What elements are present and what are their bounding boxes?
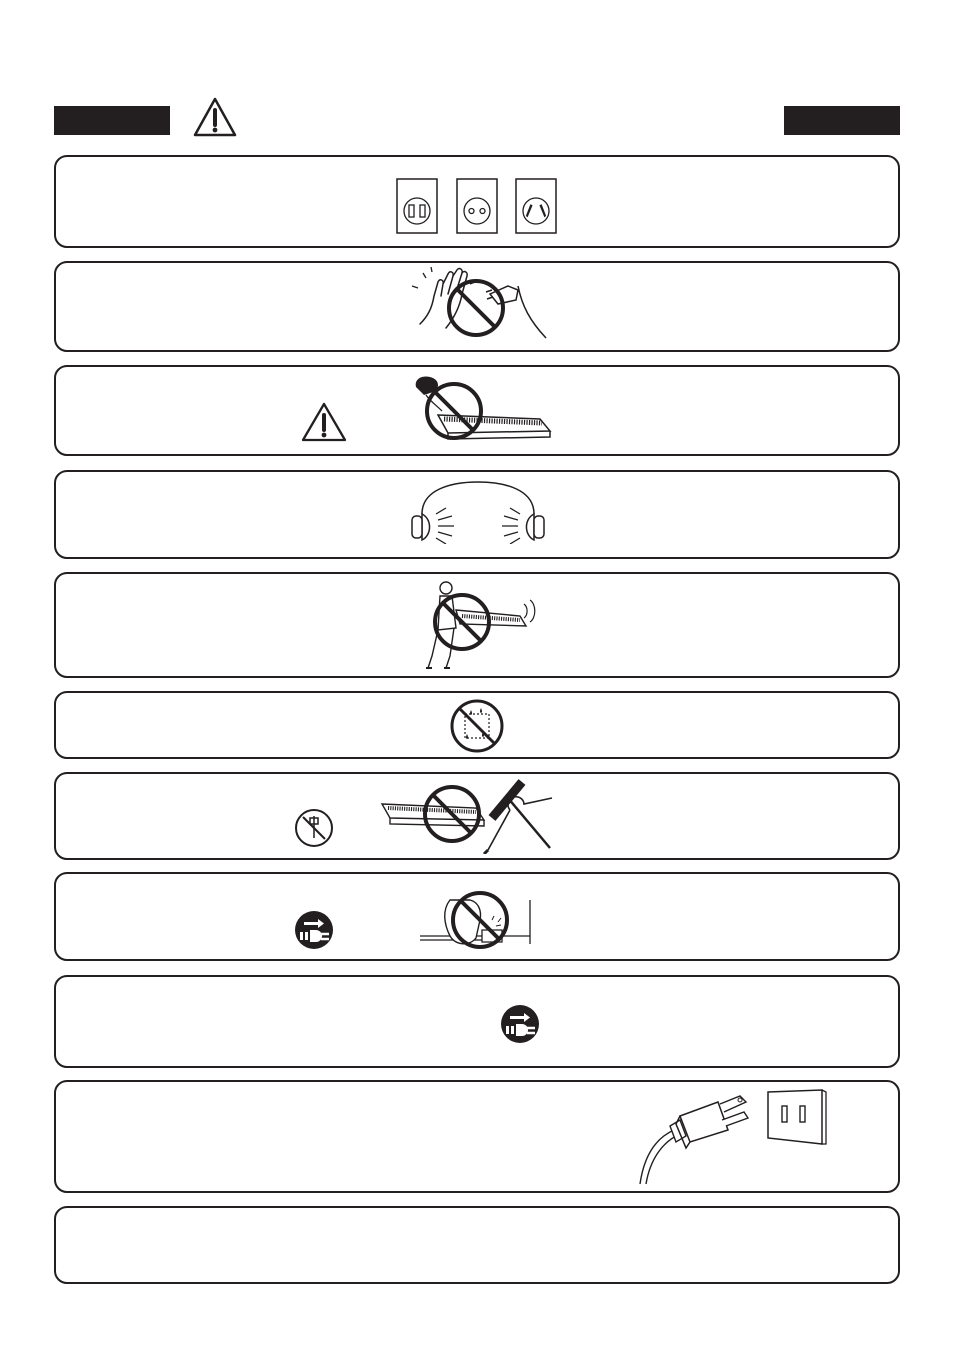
section-tab-left — [54, 106, 170, 135]
section-tab-right — [784, 106, 900, 135]
outlet-angled-slot-icon — [515, 178, 557, 234]
vase-on-piano-prohibited-icon — [410, 371, 552, 449]
warning-triangle-icon — [192, 96, 238, 138]
outlet-two-slot-icon — [396, 178, 438, 234]
unplug-icon — [294, 910, 334, 950]
unplug-icon — [500, 1004, 540, 1044]
wall-outlet-icon — [766, 1088, 828, 1146]
person-leaning-piano-prohibited-icon — [416, 576, 540, 674]
headphones-loud-icon — [406, 478, 550, 544]
panel-unplug-when-idle — [54, 975, 900, 1068]
no-disassembly-icon — [294, 808, 334, 848]
outlet-round-pin-icon — [456, 178, 498, 234]
panel-blank — [54, 1206, 900, 1284]
pull-cord-prohibited-icon — [420, 880, 532, 954]
no-water-icon — [449, 698, 505, 754]
caution-triangle-icon — [300, 401, 348, 443]
piano-tools-prohibited-icon — [380, 778, 556, 854]
wet-hand-plug-prohibited-icon — [410, 266, 552, 344]
polarized-plug-icon — [636, 1086, 764, 1186]
